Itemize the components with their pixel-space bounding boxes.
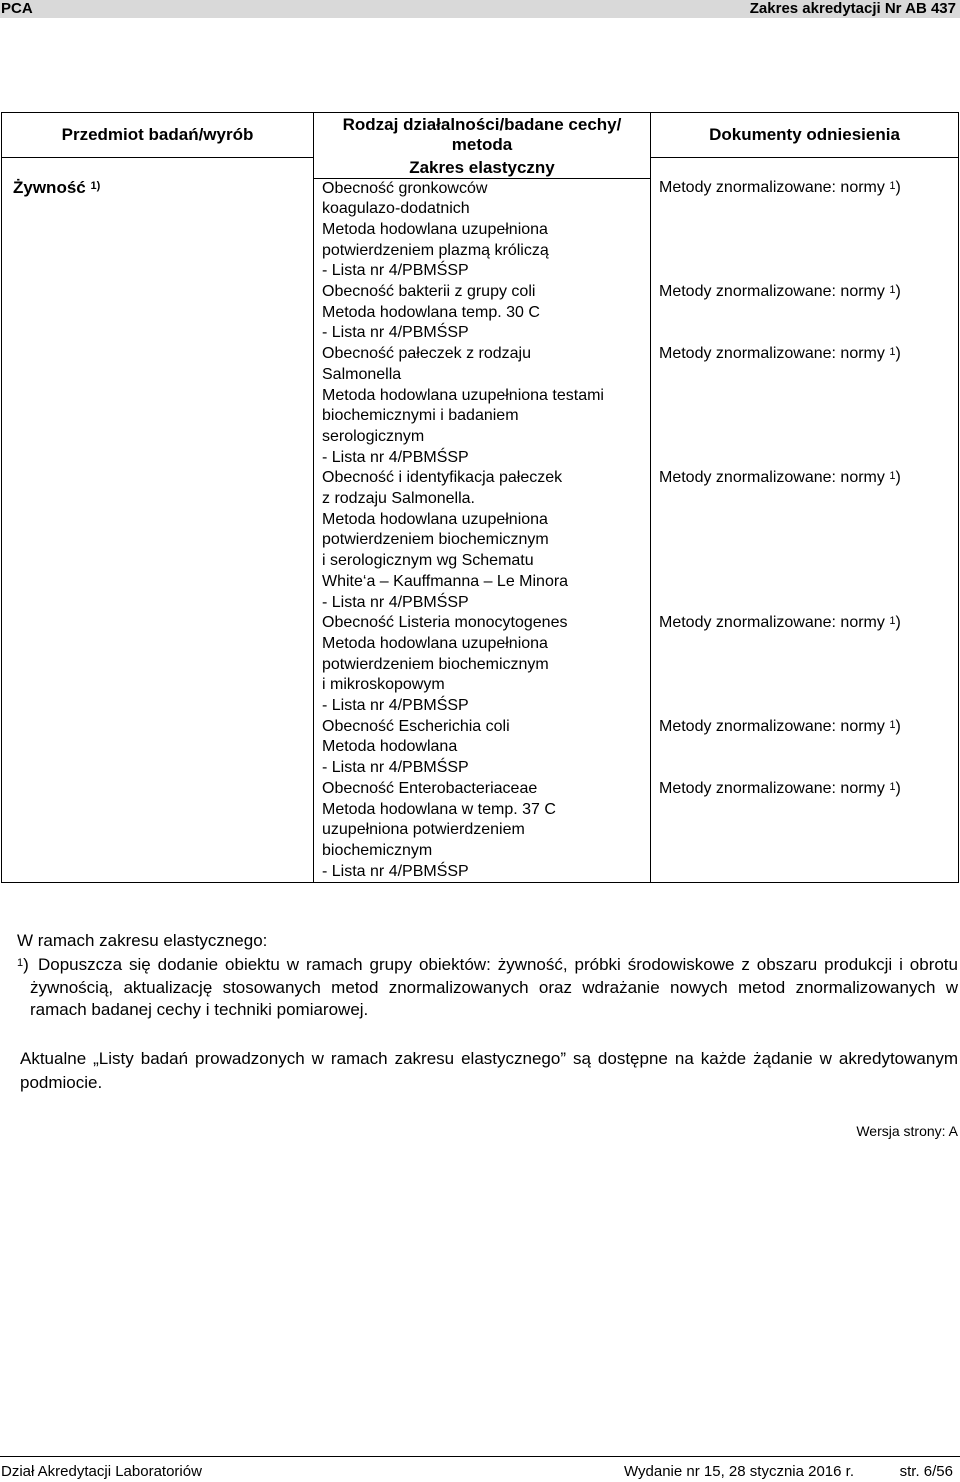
method-line: Metoda hodowlana w temp. 37 C: [322, 800, 556, 818]
header-doc-title: Zakres akredytacji Nr AB 437: [749, 0, 956, 17]
method-line: Obecność Escherichia coli: [322, 717, 510, 735]
method-line: Metoda hodowlana: [322, 738, 458, 756]
reference-cell: [651, 717, 959, 779]
method-line: - Lista nr 4/PBMŚSP: [322, 759, 469, 777]
table-row: [2, 178, 959, 282]
reference-footnote: 1: [889, 718, 896, 731]
footnote-1-marker: $^1$): [17, 955, 29, 974]
reference-text: Metody znormalizowane: normy: [659, 614, 885, 632]
method-line: Obecność pałeczek z rodzaju: [322, 345, 531, 363]
method-line: - Lista nr 4/PBMŚSP: [322, 262, 469, 280]
method-line: Obecność gronkowców: [322, 179, 488, 197]
footer-edition: Wydanie nr 15, 28 stycznia 2016 r.: [624, 1463, 854, 1480]
method-line: - Lista nr 4/PBMŚSP: [322, 862, 469, 880]
method-line: Obecność Enterobacteriaceae: [322, 779, 538, 797]
method-line: - Lista nr 4/PBMŚSP: [322, 324, 469, 342]
method-cell: [314, 282, 651, 344]
method-cell: [314, 468, 651, 613]
col-header-method: [314, 113, 651, 158]
notes-title: W ramach zakresu elastycznego:: [17, 931, 268, 950]
reference-footnote: 1: [889, 284, 896, 297]
method-line: potwierdzeniem biochemicznym: [322, 655, 549, 673]
reference-text: Metody znormalizowane: normy: [659, 283, 885, 301]
accreditation-scope-table: [1, 112, 959, 883]
reference-cell: [651, 613, 959, 717]
footer-page-number: str. 6/56: [899, 1463, 953, 1480]
reference-footnote-paren: ): [895, 345, 901, 363]
method-line: Obecność Listeria monocytogenes: [322, 614, 568, 632]
method-cell: [314, 779, 651, 883]
method-line: koagulazo-dodatnich: [322, 200, 470, 218]
footer-divider: [0, 1456, 960, 1457]
method-cell: [314, 178, 651, 282]
method-line: i mikroskopowym: [322, 676, 445, 694]
method-line: Metoda hodowlana uzupełniona: [322, 220, 548, 238]
method-line: - Lista nr 4/PBMŚSP: [322, 593, 469, 611]
col-header-refs: Dokumenty odniesienia: [651, 113, 959, 158]
reference-text: Metody znormalizowane: normy: [659, 779, 885, 797]
method-line: biochemicznymi i badaniem: [322, 407, 519, 425]
reference-text: Metody znormalizowane: normy: [659, 469, 885, 487]
method-line: White‘a – Kauffmanna – Le Minora: [322, 572, 569, 590]
reference-footnote: 1: [889, 780, 896, 793]
reference-footnote: 1: [889, 615, 896, 628]
reference-cell: [651, 468, 959, 613]
footnote-1-text: Dopuszcza się dodanie obiektu w ramach grupy obiektów: żywność, próbki środowiskowe z obszaru produkcji i obrotu żywnością, aktualizację stosowanych metod znormalizowanych oraz wdrażanie nowych metod znormalizowanych w ramach badanej cechy i techniki pomiarowej.: [30, 955, 958, 1020]
product-name: Żywność: [13, 178, 86, 197]
reference-footnote: 1: [889, 346, 896, 359]
product-footnote: 1): [90, 180, 101, 192]
product-cell: [2, 178, 314, 883]
method-line: potwierdzeniem plazmą króliczą: [322, 241, 549, 259]
method-line: z rodzaju Salmonella.: [322, 490, 475, 508]
method-line: biochemicznym: [322, 842, 433, 859]
method-line: uzupełniona potwierdzeniem: [322, 821, 525, 839]
method-cell: [314, 344, 651, 468]
availability-note: Aktualne „Listy badań prowadzonych w ramach zakresu elastycznego” są dostępne na każde żądanie w akredytowanym podmiocie.: [20, 1049, 958, 1092]
method-line: potwierdzeniem biochemicznym: [322, 531, 549, 549]
page-version: Wersja strony: A: [856, 1123, 958, 1139]
method-line: Metoda hodowlana temp. 30 C: [322, 303, 540, 321]
reference-footnote-paren: ): [895, 614, 901, 632]
reference-cell: [651, 178, 959, 282]
method-line: Metoda hodowlana uzupełniona: [322, 634, 548, 652]
reference-footnote-paren: ): [895, 283, 901, 301]
reference-cell: [651, 779, 959, 883]
method-line: Metoda hodowlana uzupełniona: [322, 510, 548, 528]
reference-footnote-paren: ): [895, 469, 901, 487]
scope-label: Zakres elastyczny: [314, 158, 651, 179]
reference-cell: [651, 344, 959, 468]
reference-cell: [651, 282, 959, 344]
reference-text: Metody znormalizowane: normy: [659, 345, 885, 363]
method-line: - Lista nr 4/PBMŚSP: [322, 697, 469, 715]
reference-footnote-paren: ): [895, 779, 901, 797]
method-line: Obecność bakterii z grupy coli: [322, 283, 536, 301]
footer-department: Dział Akredytacji Laboratoriów: [1, 1463, 202, 1480]
header-org: PCA: [1, 0, 33, 17]
col-header-method-line1: Rodzaj działalności/badane cechy/: [342, 114, 622, 134]
method-line: - Lista nr 4/PBMŚSP: [322, 448, 469, 466]
method-line: i serologicznym wg Schematu: [322, 552, 534, 570]
reference-footnote-paren: ): [895, 717, 901, 735]
method-line: Obecność i identyfikacja pałeczek: [322, 469, 563, 487]
page-header: [0, 0, 960, 18]
col-header-product: Przedmiot badań/wyrób: [2, 113, 314, 158]
reference-footnote: 1: [889, 180, 896, 192]
method-line: Metoda hodowlana uzupełniona testami: [322, 386, 604, 404]
method-line: serologicznym: [322, 427, 425, 445]
reference-text: Metody znormalizowane: normy: [659, 717, 885, 735]
footnote-1: [17, 954, 958, 1022]
method-cell: [314, 717, 651, 779]
method-cell: [314, 613, 651, 717]
reference-footnote: 1: [889, 470, 896, 483]
col-header-method-line2: metoda: [451, 135, 513, 155]
reference-footnote-paren: ): [895, 179, 901, 196]
scope-subheader-row: [2, 158, 959, 179]
method-line: Salmonella: [322, 365, 402, 383]
reference-text: Metody znormalizowane: normy: [659, 179, 885, 196]
